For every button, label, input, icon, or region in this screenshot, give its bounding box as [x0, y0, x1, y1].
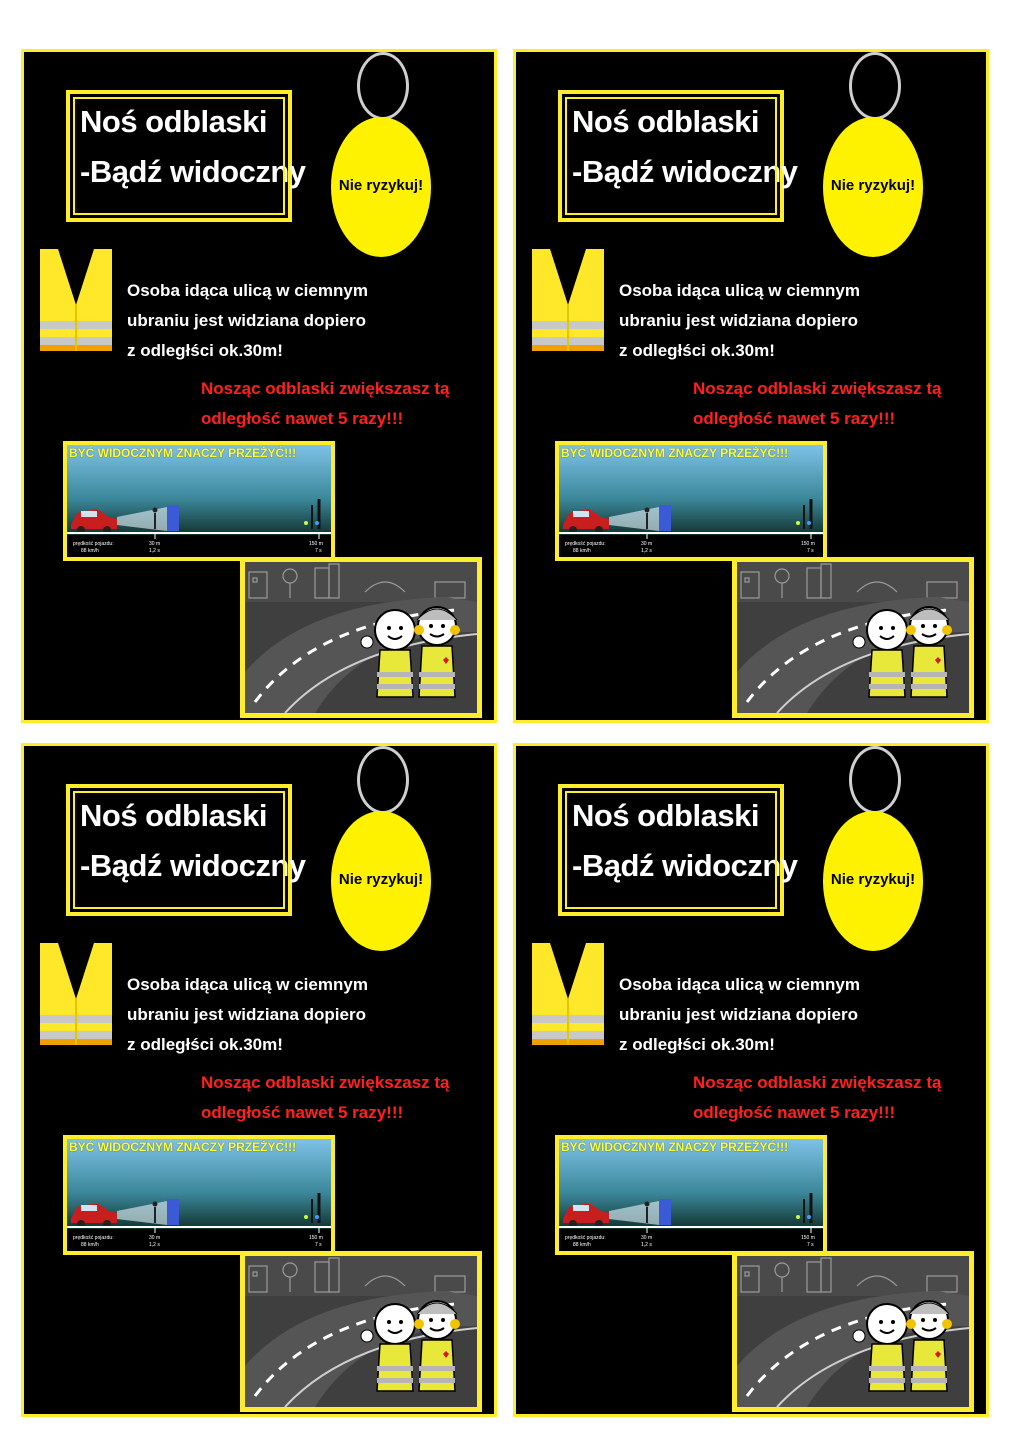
reflector-tag: [331, 811, 431, 951]
children-in-vests-illustration: [732, 557, 974, 718]
visibility-illustration: [555, 441, 827, 561]
scale-label: prędkość pojazdu:: [565, 541, 606, 547]
warning-line: odległość nawet 5 razy!!!: [201, 1103, 404, 1122]
scale-label: 7 s: [807, 548, 814, 554]
title-line-2: -Bądź widoczny: [80, 848, 306, 883]
info-line: Osoba idąca ulicą w ciemnym: [127, 281, 368, 300]
safety-vest-icon: [38, 939, 114, 1049]
title-line-1: Noś odblaski: [572, 798, 759, 833]
car-icon: [71, 509, 117, 534]
scene-caption: BYĆ WIDOCZNYM ZNACZY PRZEŻYĆ!!!: [561, 446, 789, 460]
scale-label: 7 s: [315, 1242, 322, 1248]
scale-label: 30 m: [149, 1235, 161, 1241]
warning-line: odległość nawet 5 razy!!!: [693, 409, 896, 428]
visibility-illustration: [63, 441, 335, 561]
info-line: z odległści ok.30m!: [619, 341, 775, 360]
title-box: [66, 90, 306, 222]
key-ring-icon: [357, 52, 409, 120]
warning-text: [693, 1068, 942, 1128]
scale-label: 88 km/h: [573, 1242, 591, 1248]
info-line: ubraniu jest widziana dopiero: [127, 1005, 366, 1024]
info-text: [619, 276, 860, 366]
reflector-tag: [331, 117, 431, 257]
scene-caption: BYĆ WIDOCZNYM ZNACZY PRZEŻYĆ!!!: [69, 1140, 297, 1154]
scale-label: 7 s: [807, 1242, 814, 1248]
tag-text: Nie ryzykuj!: [338, 871, 424, 888]
scale-label: 88 km/h: [81, 548, 99, 554]
tag-text: Nie ryzykuj!: [830, 871, 916, 888]
children-in-vests-illustration: [240, 557, 482, 718]
light-block: [167, 505, 179, 531]
info-line: Osoba idąca ulicą w ciemnym: [619, 975, 860, 994]
info-text: [127, 276, 368, 366]
pedestrian-icon: [304, 499, 319, 529]
pedestrian-icon: [304, 1193, 319, 1223]
warning-line: Nosząc odblaski zwiększasz tą: [201, 379, 450, 398]
info-line: Osoba idąca ulicą w ciemnym: [127, 975, 368, 994]
pedestrian-icon: [796, 499, 811, 529]
title-line-1: Noś odblaski: [572, 104, 759, 139]
flyer: [513, 49, 989, 723]
visibility-illustration: [555, 1135, 827, 1255]
headlight-beam: [117, 507, 167, 531]
pedestrian-icon: [796, 1193, 811, 1223]
key-ring-icon: [849, 746, 901, 814]
key-ring-icon: [849, 52, 901, 120]
info-line: z odległści ok.30m!: [619, 1035, 775, 1054]
reflector-tag: [823, 117, 923, 257]
flyer: [21, 743, 497, 1417]
title-line-2: -Bądź widoczny: [80, 154, 306, 189]
headlight-beam: [609, 1201, 659, 1225]
scale-label: 150 m: [309, 1235, 323, 1241]
key-ring-icon: [357, 746, 409, 814]
headlight-beam: [117, 1201, 167, 1225]
scale-label: 88 km/h: [573, 548, 591, 554]
children-in-vests-illustration: [732, 1251, 974, 1412]
warning-line: Nosząc odblaski zwiększasz tą: [201, 1073, 450, 1092]
info-line: z odległści ok.30m!: [127, 341, 283, 360]
info-line: ubraniu jest widziana dopiero: [619, 1005, 858, 1024]
warning-line: Nosząc odblaski zwiększasz tą: [693, 379, 942, 398]
scale-label: 7 s: [315, 548, 322, 554]
car-icon: [71, 1203, 117, 1228]
flyer: [513, 743, 989, 1417]
light-block: [167, 1199, 179, 1225]
title-line-2: -Bądź widoczny: [572, 154, 798, 189]
title-line-1: Noś odblaski: [80, 104, 267, 139]
info-text: [127, 970, 368, 1060]
scene-drawing: [559, 445, 823, 557]
car-icon: [563, 509, 609, 534]
scale-label: prędkość pojazdu:: [73, 541, 114, 547]
scale-label: 1,2 s: [641, 1242, 652, 1248]
warning-text: [201, 374, 450, 434]
scale-label: 88 km/h: [81, 1242, 99, 1248]
scale-label: 1,2 s: [641, 548, 652, 554]
info-line: ubraniu jest widziana dopiero: [619, 311, 858, 330]
info-line: ubraniu jest widziana dopiero: [127, 311, 366, 330]
flyer: [21, 49, 497, 723]
light-block: [659, 505, 671, 531]
safety-vest-icon: [38, 245, 114, 355]
scene-drawing: [67, 445, 331, 557]
warning-line: odległość nawet 5 razy!!!: [693, 1103, 896, 1122]
scale-label: 150 m: [801, 541, 815, 547]
info-line: z odległści ok.30m!: [127, 1035, 283, 1054]
warning-line: Nosząc odblaski zwiększasz tą: [693, 1073, 942, 1092]
children-in-vests-illustration: [240, 1251, 482, 1412]
car-icon: [563, 1203, 609, 1228]
info-line: Osoba idąca ulicą w ciemnym: [619, 281, 860, 300]
tag-text: Nie ryzykuj!: [338, 177, 424, 194]
scene-drawing: [67, 1139, 331, 1251]
safety-vest-icon: [530, 939, 606, 1049]
title-line-2: -Bądź widoczny: [572, 848, 798, 883]
warning-text: [693, 374, 942, 434]
title-line-1: Noś odblaski: [80, 798, 267, 833]
warning-text: [201, 1068, 450, 1128]
scene-caption: BYĆ WIDOCZNYM ZNACZY PRZEŻYĆ!!!: [69, 446, 297, 460]
scale-label: 150 m: [309, 541, 323, 547]
scale-label: 30 m: [149, 541, 161, 547]
scale-label: 150 m: [801, 1235, 815, 1241]
title-box: [66, 784, 306, 916]
scale-label: 30 m: [641, 541, 653, 547]
scene-caption: BYĆ WIDOCZNYM ZNACZY PRZEŻYĆ!!!: [561, 1140, 789, 1154]
tag-text: Nie ryzykuj!: [830, 177, 916, 194]
light-block: [659, 1199, 671, 1225]
scale-label: 1,2 s: [149, 1242, 160, 1248]
safety-vest-icon: [530, 245, 606, 355]
headlight-beam: [609, 507, 659, 531]
scale-label: 1,2 s: [149, 548, 160, 554]
visibility-illustration: [63, 1135, 335, 1255]
title-box: [558, 90, 798, 222]
reflector-tag: [823, 811, 923, 951]
warning-line: odległość nawet 5 razy!!!: [201, 409, 404, 428]
info-text: [619, 970, 860, 1060]
scale-label: prędkość pojazdu:: [565, 1235, 606, 1241]
scale-label: 30 m: [641, 1235, 653, 1241]
scale-label: prędkość pojazdu:: [73, 1235, 114, 1241]
scene-drawing: [559, 1139, 823, 1251]
title-box: [558, 784, 798, 916]
